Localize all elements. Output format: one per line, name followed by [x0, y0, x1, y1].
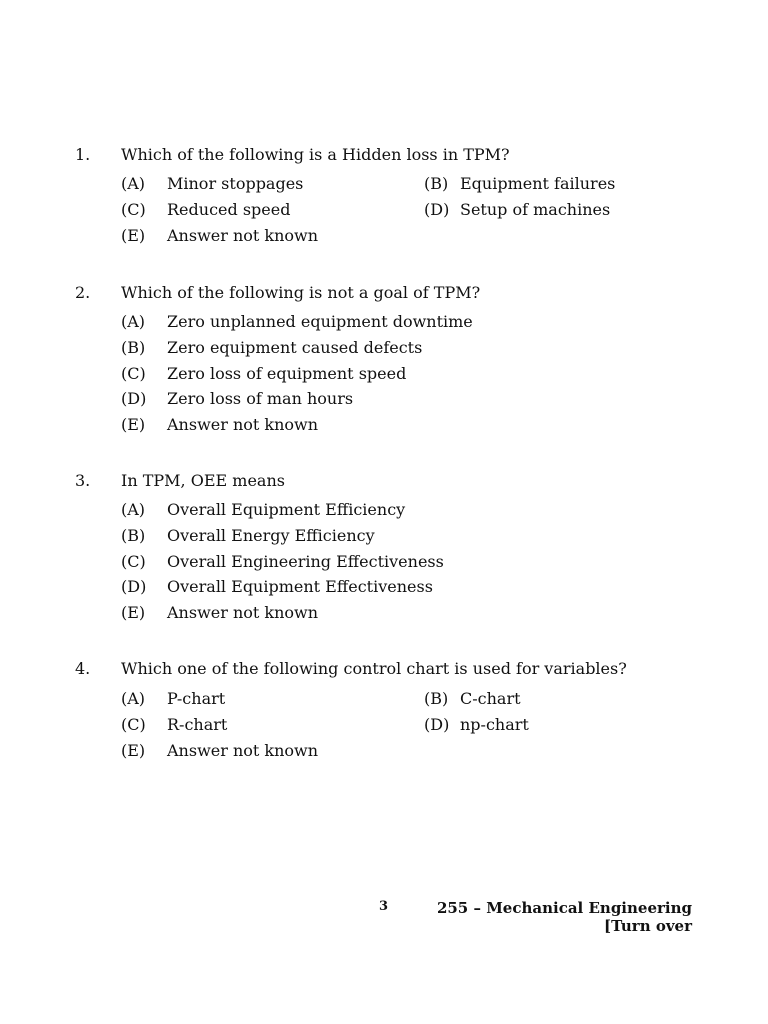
option-text: Answer not known	[167, 415, 319, 434]
option-c	[121, 715, 227, 735]
option-letter: (C)	[121, 552, 146, 571]
option-letter: (B)	[121, 526, 146, 545]
option-text: Equipment failures	[460, 174, 616, 193]
option-letter: (D)	[424, 715, 450, 734]
option-letter: (C)	[121, 715, 146, 734]
turn-over-label: [Turn over	[604, 917, 692, 935]
option-text: Setup of machines	[460, 200, 611, 219]
option-letter: (C)	[121, 200, 146, 219]
question-stem: Which of the following is not a goal of TPM?	[121, 283, 481, 302]
option-c	[121, 552, 444, 572]
option-d	[424, 200, 610, 220]
option-text: Zero unplanned equipment downtime	[167, 312, 473, 331]
question-number: 4.	[75, 659, 91, 678]
option-letter: (E)	[121, 226, 146, 245]
option-d	[121, 389, 353, 409]
option-text: Zero loss of equipment speed	[167, 364, 407, 383]
option-letter: (B)	[424, 689, 449, 708]
option-letter: (E)	[121, 415, 146, 434]
option-a	[121, 174, 303, 194]
option-b	[424, 689, 521, 709]
option-text: Minor stoppages	[167, 174, 304, 193]
option-letter: (C)	[121, 364, 146, 383]
option-e	[121, 603, 318, 623]
option-e	[121, 741, 318, 761]
option-text: Answer not known	[167, 603, 319, 622]
question-number: 2.	[75, 283, 91, 302]
option-text: Answer not known	[167, 226, 319, 245]
option-text: Overall Energy Efficiency	[167, 526, 375, 545]
option-d	[121, 577, 433, 597]
option-letter: (D)	[424, 200, 450, 219]
option-text: Reduced speed	[167, 200, 291, 219]
option-letter: (B)	[424, 174, 449, 193]
option-text: Overall Equipment Effectiveness	[167, 577, 433, 596]
option-letter: (E)	[121, 603, 146, 622]
question-stem: Which one of the following control chart is used for variables?	[121, 659, 627, 678]
option-letter: (A)	[121, 500, 146, 519]
option-letter: (E)	[121, 741, 146, 760]
option-letter: (D)	[121, 389, 147, 408]
option-text: C-chart	[460, 689, 521, 708]
option-letter: (A)	[121, 174, 146, 193]
option-text: Overall Engineering Effectiveness	[167, 552, 444, 571]
option-letter: (A)	[121, 689, 146, 708]
question-stem: In TPM, OEE means	[121, 471, 285, 490]
option-b	[121, 526, 375, 546]
option-text: Overall Equipment Efficiency	[167, 500, 406, 519]
option-a	[121, 312, 473, 332]
option-text: Zero loss of man hours	[167, 389, 354, 408]
option-c	[121, 200, 290, 220]
option-a	[121, 500, 405, 520]
option-text: R-chart	[167, 715, 228, 734]
option-letter: (D)	[121, 577, 147, 596]
question-number: 1.	[75, 145, 91, 164]
option-text: P-chart	[167, 689, 226, 708]
option-d	[424, 715, 529, 735]
question-number: 3.	[75, 471, 91, 490]
option-letter: (A)	[121, 312, 146, 331]
option-c	[121, 364, 406, 384]
option-b	[121, 338, 422, 358]
option-a	[121, 689, 225, 709]
option-text: Answer not known	[167, 741, 319, 760]
option-e	[121, 415, 318, 435]
option-e	[121, 226, 318, 246]
page-number: 3	[379, 899, 389, 914]
paper-code-line: 255 – Mechanical Engineering	[436, 899, 692, 917]
question-stem: Which of the following is a Hidden loss in TPM?	[121, 145, 510, 164]
option-text: Zero equipment caused defects	[167, 338, 423, 357]
option-letter: (B)	[121, 338, 146, 357]
paper-code	[437, 899, 692, 935]
option-b	[424, 174, 615, 194]
option-text: np-chart	[460, 715, 529, 734]
